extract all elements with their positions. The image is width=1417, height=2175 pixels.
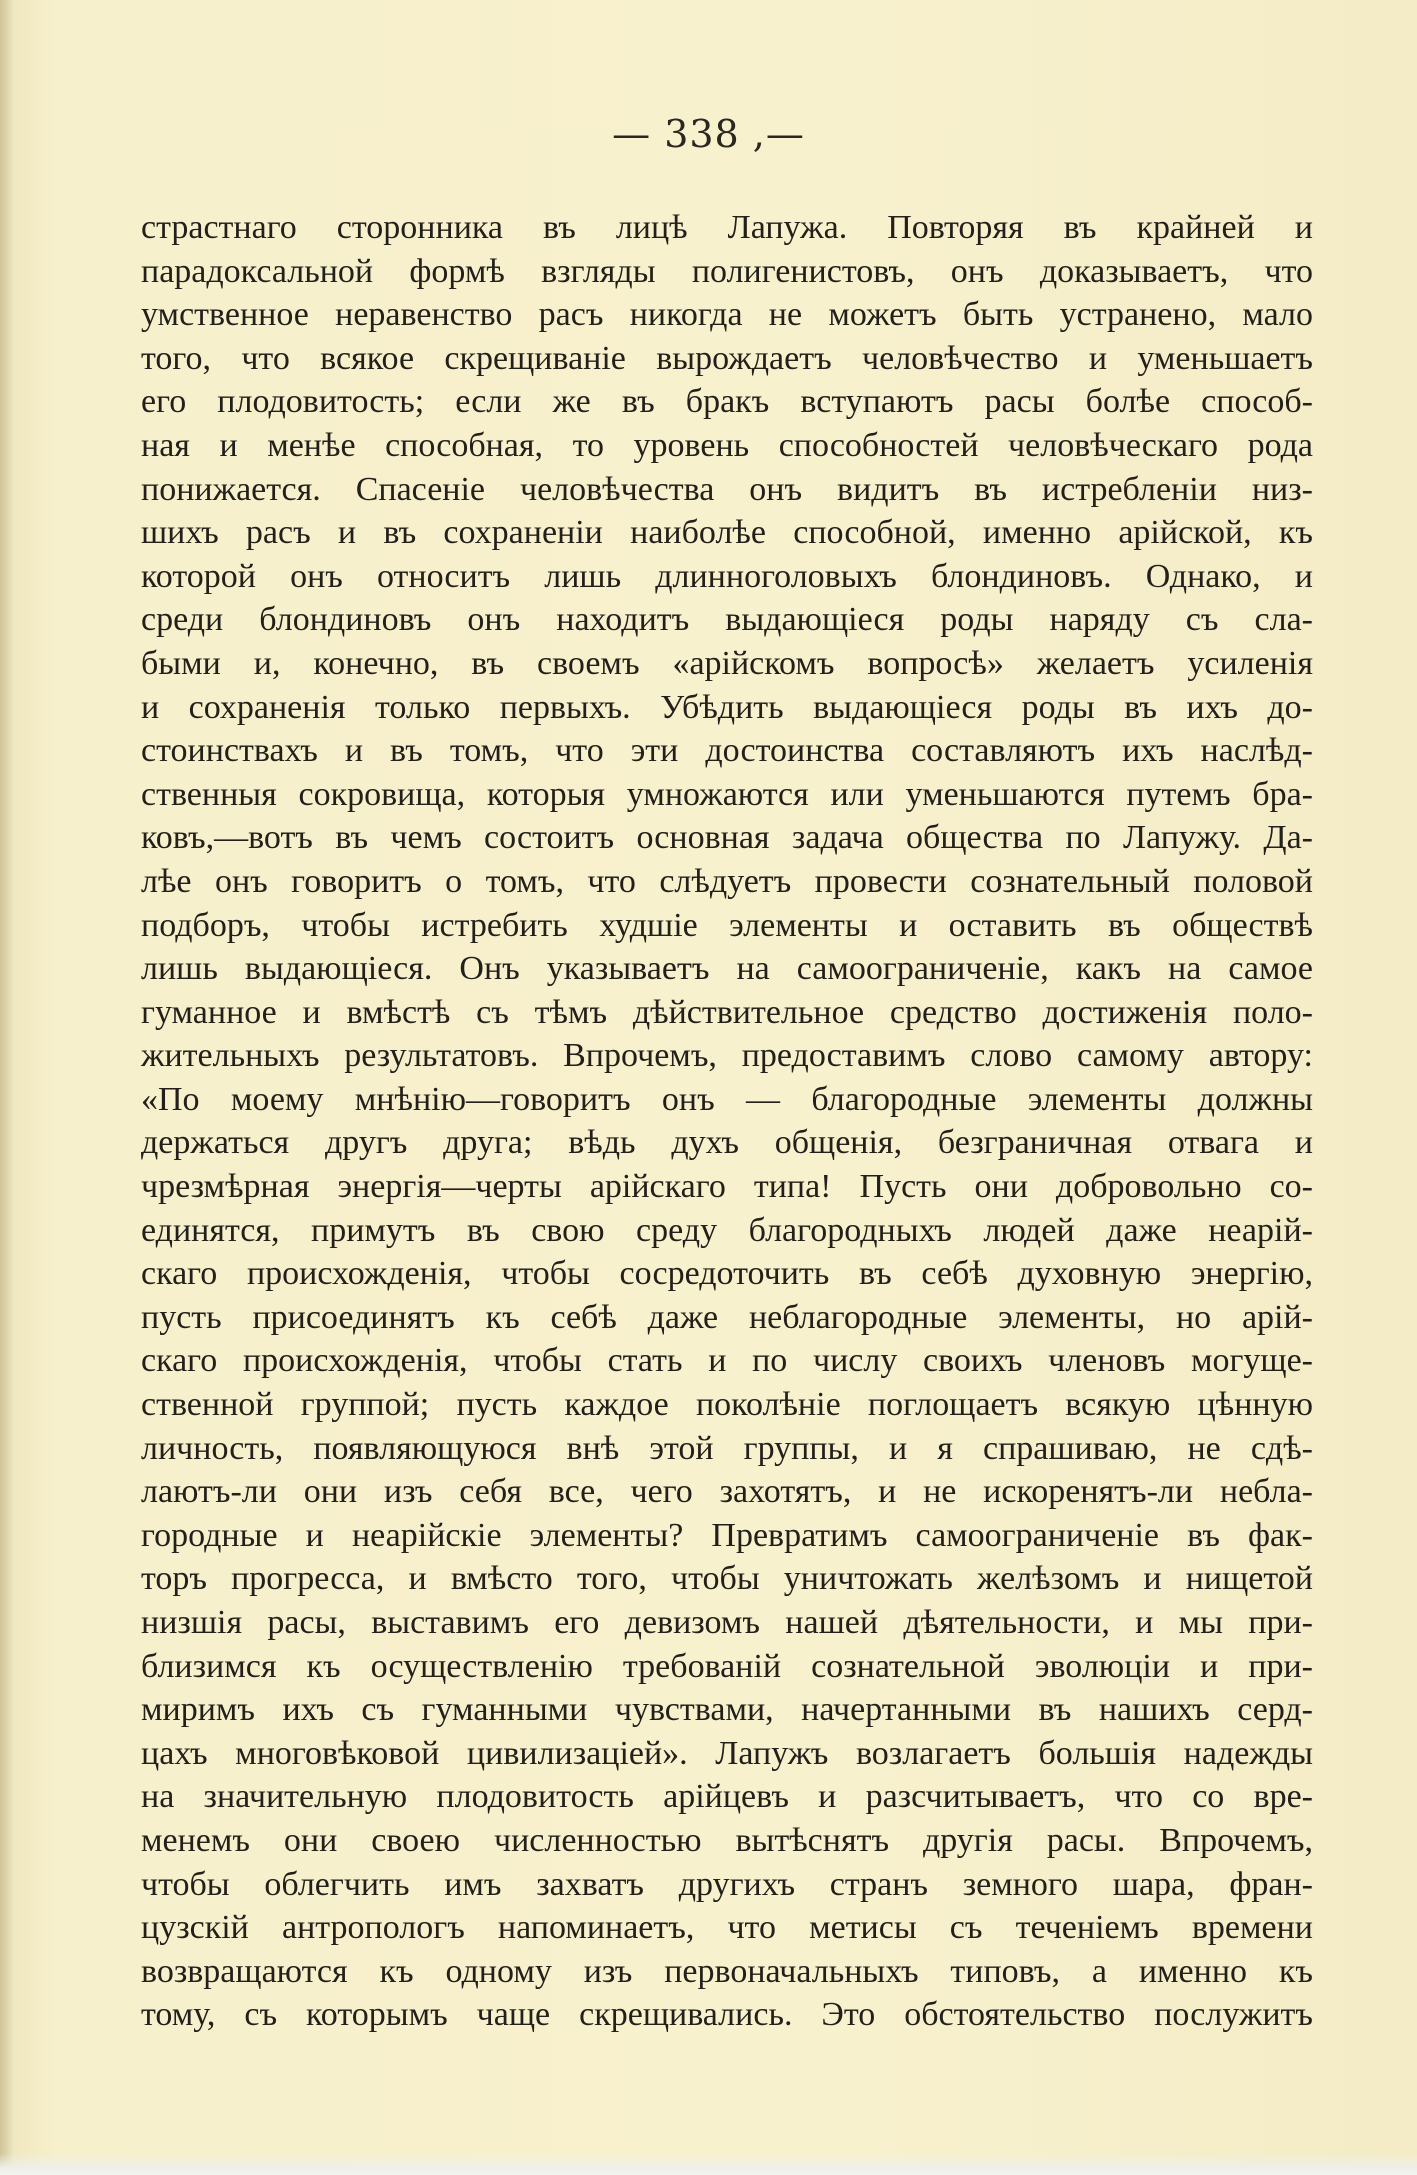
text-line: возвращаются къ одному изъ первоначальныхъ типовъ, а именно къ <box>141 1952 1313 1990</box>
text-line: ная и менѣе способная, то уровень способностей человѣческаго рода <box>141 426 1313 464</box>
text-line: стоинствахъ и въ томъ, что эти достоинства составляютъ ихъ наслѣд- <box>141 732 1313 770</box>
text-line: цахъ многовѣковой цивилизаціей». Лапужъ возлагаетъ большія надежды <box>141 1734 1313 1772</box>
text-line: менемъ они своею численностью вытѣснятъ другія расы. Впрочемъ, <box>141 1821 1313 1859</box>
page-gutter-shadow <box>0 0 14 2175</box>
text-line: держаться другъ друга; вѣдь духъ общенія, безграничная отвага и <box>141 1124 1313 1162</box>
text-line: торъ прогресса, и вмѣсто того, чтобы уничтожать желѣзомъ и нищетой <box>141 1560 1313 1598</box>
text-line: «По моему мнѣнію—говоритъ онъ — благородные элементы должны <box>141 1080 1313 1118</box>
text-line: страстнаго сторонника въ лицѣ Лапужа. Повторяя въ крайней и <box>141 209 1313 246</box>
text-line: среди блондиновъ онъ находитъ выдающіеся роды наряду съ сла- <box>141 601 1313 639</box>
text-line: парадоксальной формѣ взгляды полигенистовъ, онъ доказываетъ, что <box>141 252 1313 290</box>
text-line: чрезмѣрная энергія—черты арійскаго типа! Пусть они добровольно со- <box>141 1168 1313 1206</box>
text-line: чтобы облегчить имъ захватъ другихъ странъ земного шара, фран- <box>141 1865 1313 1903</box>
text-line: подборъ, чтобы истребить худшіе элементы и оставить въ обществѣ <box>141 906 1313 944</box>
text-line: его плодовитость; если же въ бракъ вступаютъ расы болѣе способ- <box>141 383 1313 421</box>
text-line: гуманное и вмѣстѣ съ тѣмъ дѣйствительное средство достиженія поло- <box>141 993 1313 1031</box>
text-line: близимся къ осуществленію требованій сознательной эволюціи и при- <box>141 1647 1313 1685</box>
text-line: лѣе онъ говоритъ о томъ, что слѣдуетъ провести сознательный половой <box>141 862 1313 900</box>
text-line: которой онъ относитъ лишь длинноголовыхъ блондиновъ. Однако, и <box>141 557 1313 595</box>
text-line: скаго происхожденія, чтобы стать и по числу своихъ членовъ могуще- <box>141 1342 1313 1380</box>
text-line: тому, съ которымъ чаще скрещивались. Это обстоятельство послужитъ <box>141 1996 1313 2034</box>
text-line: ственной группой; пусть каждое поколѣніе поглощаетъ всякую цѣнную <box>141 1386 1313 1424</box>
text-line: скаго происхожденія, чтобы сосредоточить въ себѣ духовную энергію, <box>141 1255 1313 1293</box>
text-line: ственныя сокровища, которыя умножаются или уменьшаются путемъ бра- <box>141 775 1313 813</box>
text-line: лишь выдающіеся. Онъ указываетъ на самоограниченіе, какъ на самое <box>141 950 1313 988</box>
text-line: единятся, примутъ въ свою среду благородныхъ людей даже неарій- <box>141 1211 1313 1249</box>
text-line: пусть присоединятъ къ себѣ даже неблагородные элементы, но арій- <box>141 1298 1313 1336</box>
text-line: миримъ ихъ съ гуманными чувствами, начертанными въ нашихъ серд- <box>141 1691 1313 1729</box>
text-line: городные и неарійскіе элементы? Превратимъ самоограниченіе въ фак- <box>141 1516 1313 1554</box>
text-line: быми и, конечно, въ своемъ «арійскомъ вопросѣ» желаетъ усиленія <box>141 644 1313 682</box>
text-line: умственное неравенство расъ никогда не можетъ быть устранено, мало <box>141 296 1313 334</box>
page-number: — 338 ,— <box>612 112 805 156</box>
page-bottom-edge <box>0 2153 1417 2175</box>
text-line: жительныхъ результатовъ. Впрочемъ, предоставимъ слово самому автору: <box>141 1037 1313 1075</box>
text-line: личность, появляющуюся внѣ этой группы, и я спрашиваю, не сдѣ- <box>141 1429 1313 1467</box>
text-line: низшія расы, выставимъ его девизомъ нашей дѣятельности, и мы при- <box>141 1604 1313 1641</box>
text-line: и сохраненія только первыхъ. Убѣдить выдающіеся роды въ ихъ до- <box>141 688 1313 726</box>
text-line: понижается. Спасеніе человѣчества онъ видитъ въ истребленіи низ- <box>141 470 1313 508</box>
text-line: того, что всякое скрещиваніе вырождаетъ человѣчество и уменьшаетъ <box>141 339 1313 377</box>
body-text <box>141 206 1313 2037</box>
text-line: на значительную плодовитость арійцевъ и разсчитываетъ, что со вре- <box>141 1778 1313 1816</box>
text-line: лаютъ-ли они изъ себя все, чего захотятъ, и не искоренятъ-ли небла- <box>141 1473 1313 1511</box>
text-line: шихъ расъ и въ сохраненіи наиболѣе способной, именно арійской, къ <box>141 514 1313 552</box>
text-line: ковъ,—вотъ въ чемъ состоитъ основная задача общества по Лапужу. Да- <box>141 819 1313 857</box>
text-line: цузскій антропологъ напоминаетъ, что метисы съ теченіемъ времени <box>141 1909 1313 1947</box>
